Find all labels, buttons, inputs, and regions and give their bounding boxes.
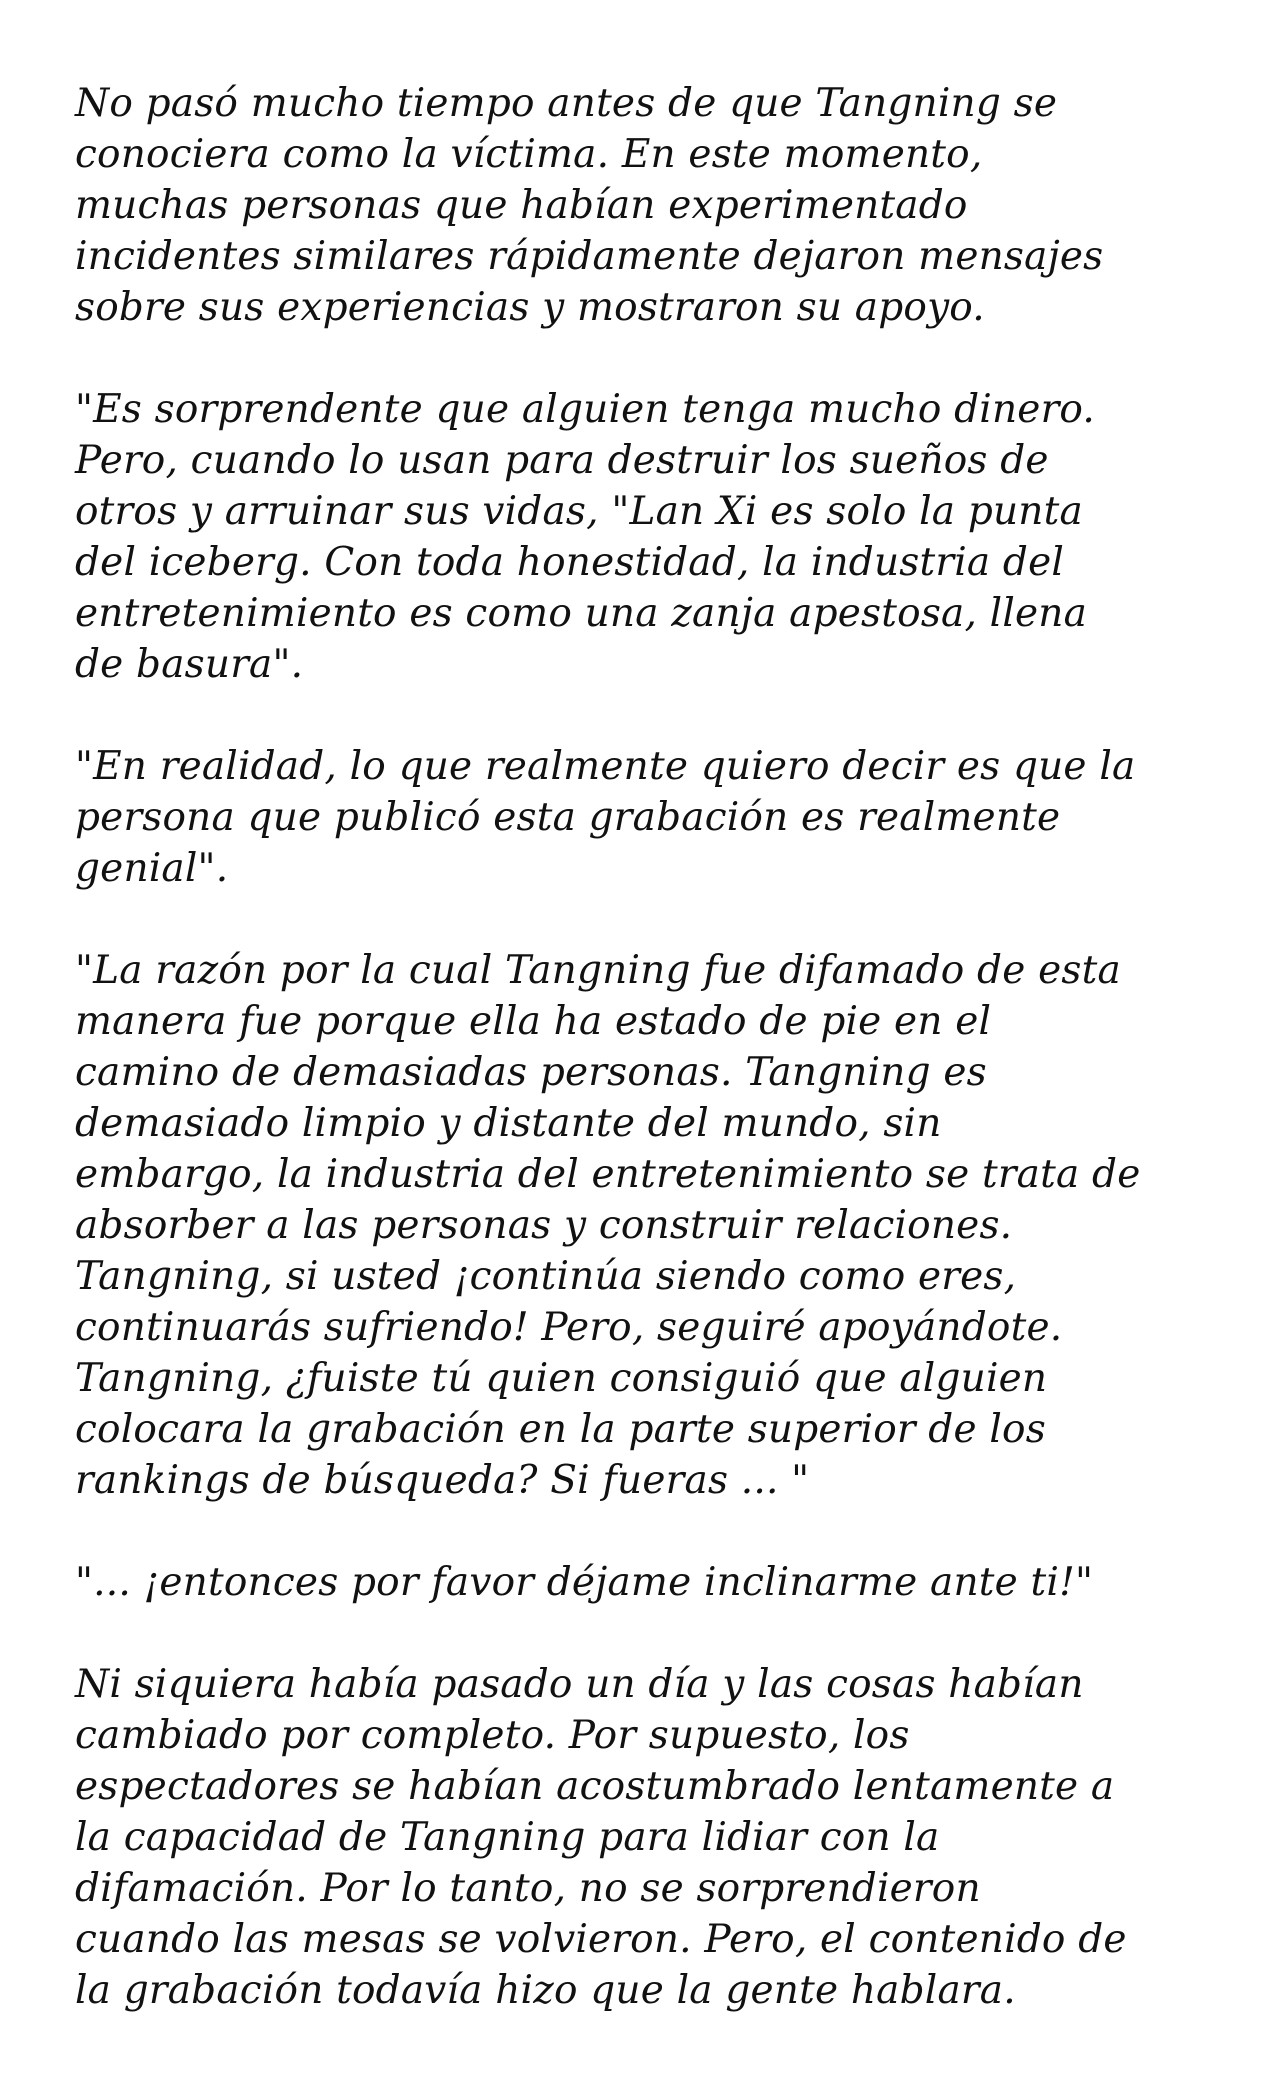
paragraph-1: No pasó mucho tiempo antes de que Tangning se conociera como la víctima. En este momento, muchas personas que habían experimentado incidentes similares rápidamente dejaron mensajes sobre sus experiencias y mostraron su apoyo. bbox=[75, 81, 1104, 330]
paragraph-6: Ni siquiera había pasado un día y las cosas habían cambiado por completo. Por supuesto, los espectadores se habían acostumbrado lentamente a la capacidad de Tangning para lidiar con la difamación. Por lo tanto, no se sorprendieron cuando las mesas se volvieron. Pero, el contenido de la grabación todavía hizo que la gente hablara. bbox=[75, 1662, 1127, 2013]
paragraph-2: "Es sorprendente que alguien tenga mucho dinero. Pero, cuando lo usan para destruir los sueños de otros y arruinar sus vidas, "Lan Xi es solo la punta del iceberg. Con toda honestidad, la industria del entretenimiento es como una zanja apestosa, llena de basura". bbox=[75, 387, 1096, 687]
paragraph-4: "La razón por la cual Tangning fue difamado de esta manera fue porque ella ha estado de pie en el camino de demasiadas personas. Tangning es demasiado limpio y distante del mundo, sin embargo, la industria del entretenimiento se trata de absorber a las personas y construir relaciones. Tangning, si usted ¡continúa siendo como eres, continuarás sufriendo! Pero, seguiré apoyándote. Tangning, ¿fuiste tú quien consiguió que alguien colocara la grabación en la parte superior de los rankings de búsqueda? Si fueras ... " bbox=[75, 948, 1141, 1503]
paragraph-3: "En realidad, lo que realmente quiero decir es que la persona que publicó esta grabación es realmente genial". bbox=[75, 744, 1136, 891]
paragraph-5: "... ¡entonces por favor déjame inclinarme ante ti!" bbox=[75, 1560, 1094, 1605]
text-column bbox=[75, 78, 1225, 2016]
